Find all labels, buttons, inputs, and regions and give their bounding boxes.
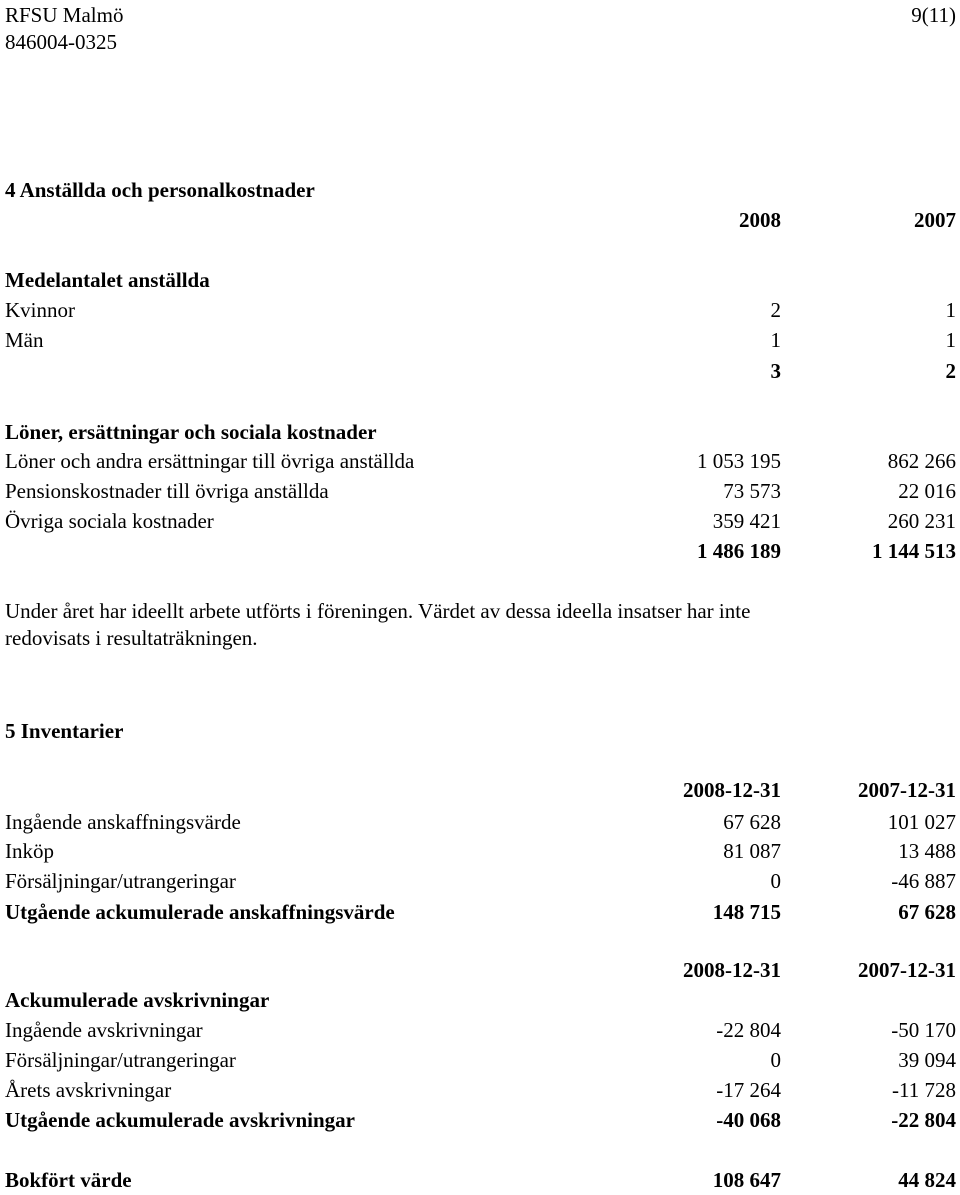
table-row [0,836,960,866]
value-2007: -50 170 [891,1018,956,1042]
avg-employees-total-row [0,356,960,386]
value-2007: 13 488 [898,839,956,863]
table-row [0,1045,960,1075]
value-2007: 862 266 [887,449,956,473]
note4-title-row [0,175,960,205]
row-label: Övriga sociala kostnader [5,509,214,533]
date-2008-heading: 2008-12-31 [683,778,781,802]
year-2008-heading: 2008 [739,208,781,232]
table-row [0,1075,960,1105]
value-2007: 101 027 [887,810,956,834]
note5-title-row [0,716,960,746]
total-2008: 148 715 [712,900,781,924]
row-label: Utgående ackumulerade avskrivningar [5,1108,356,1132]
row-label: Män [5,328,44,352]
header-line-2 [0,27,960,57]
value-2008: 1 [770,328,781,352]
total-2007: 1 144 513 [872,539,956,563]
value-2008: 73 573 [723,479,781,503]
avg-employees-heading: Medelantalet anställda [5,268,210,292]
depreciation-heading-row [0,985,960,1015]
value-2007: 22 016 [898,479,956,503]
avg-employees-heading-row [0,265,960,295]
wages-total-row [0,536,960,566]
volunteer-note-line-2 [0,623,960,653]
total-2007: 67 628 [898,900,956,924]
row-label: Kvinnor [5,298,75,322]
total-2007: -22 804 [891,1108,956,1132]
wages-heading: Löner, ersättningar och sociala kostnader [5,420,377,444]
value-2008: -22 804 [716,1018,781,1042]
volunteer-note-line-1 [0,596,960,626]
row-label: Ingående anskaffningsvärde [5,810,241,834]
table-row [0,1015,960,1045]
header-line-1 [0,0,960,30]
total-2007: 2 [945,359,956,383]
year-2007-heading: 2007 [914,208,956,232]
wages-heading-row [0,417,960,447]
book-value-2007: 44 824 [898,1168,956,1192]
note5-date-header [0,775,960,805]
row-label: Löner och andra ersättningar till övriga anställda [5,449,415,473]
note4-title: 4 Anställda och personalkostnader [5,178,315,202]
value-2007: 39 094 [898,1048,956,1072]
table-row [0,476,960,506]
value-2007: 1 [945,328,956,352]
value-2007: -46 887 [891,869,956,893]
value-2008: 359 421 [712,509,781,533]
value-2007: 1 [945,298,956,322]
table-row [0,866,960,896]
row-label: Årets avskrivningar [5,1078,172,1102]
value-2008: -17 264 [716,1078,781,1102]
value-2008: 67 628 [723,810,781,834]
value-2008: 81 087 [723,839,781,863]
value-2008: 0 [770,869,781,893]
value-2008: 1 053 195 [697,449,781,473]
row-label: Inköp [5,839,54,863]
organization-number: 846004-0325 [5,30,117,54]
date-2007-heading: 2007-12-31 [858,778,956,802]
date-2007-heading: 2007-12-31 [858,958,956,982]
note5-title: 5 Inventarier [5,719,124,743]
note-text: Under året har ideellt arbete utförts i föreningen. Värdet av dessa ideella insatser har inte [5,599,751,623]
date-2008-heading: 2008-12-31 [683,958,781,982]
total-2008: -40 068 [716,1108,781,1132]
note-text: redovisats i resultaträkningen. [5,626,258,650]
table-row [0,295,960,325]
page-number: 9(11) [911,3,956,27]
row-label: Försäljningar/utrangeringar [5,1048,236,1072]
table-row [0,807,960,837]
table-row [0,446,960,476]
value-2008: 2 [770,298,781,322]
depreciation-heading: Ackumulerade avskrivningar [5,988,270,1012]
value-2007: 260 231 [887,509,956,533]
row-label: Utgående ackumulerade anskaffningsvärde [5,900,395,924]
row-label: Bokfört värde [5,1168,132,1192]
value-2007: -11 728 [892,1078,956,1102]
acquisition-total-row [0,897,960,927]
value-2008: 0 [770,1048,781,1072]
table-row [0,325,960,355]
depreciation-total-row [0,1105,960,1135]
table-row [0,506,960,536]
row-label: Försäljningar/utrangeringar [5,869,236,893]
note4-year-header [0,205,960,235]
book-value-2008: 108 647 [712,1168,781,1192]
depreciation-date-header [0,955,960,985]
row-label: Pensionskostnader till övriga anställda [5,479,329,503]
total-2008: 3 [770,359,781,383]
row-label: Ingående avskrivningar [5,1018,203,1042]
organization-name: RFSU Malmö [5,3,124,27]
total-2008: 1 486 189 [697,539,781,563]
